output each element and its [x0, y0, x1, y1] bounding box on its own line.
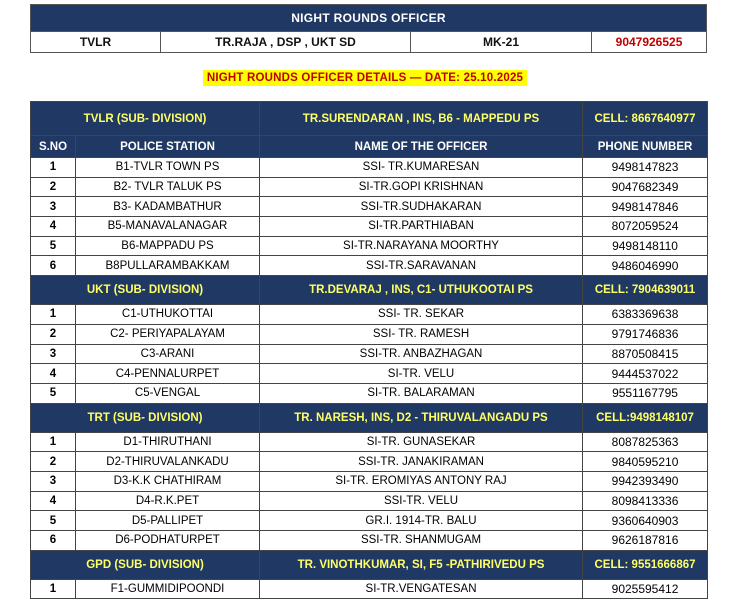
row-sno: 6 [31, 531, 76, 551]
table-row [31, 324, 708, 344]
division-officer: TR.SURENDARAN , INS, B6 - MAPPEDU PS [260, 102, 583, 136]
column-header-phone: PHONE NUMBER [583, 136, 708, 158]
row-police-station: B1-TVLR TOWN PS [76, 158, 260, 178]
division-cell: CELL: 7904639011 [583, 276, 708, 305]
row-police-station: C4-PENNALURPET [76, 364, 260, 384]
row-phone-number: 9791746836 [583, 324, 708, 344]
row-phone-number: 9498147846 [583, 197, 708, 217]
row-police-station: D5-PALLIPET [76, 511, 260, 531]
row-police-station: B2- TVLR TALUK PS [76, 177, 260, 197]
table-row [31, 471, 708, 491]
header-officer: TR.RAJA , DSP , UKT SD [161, 32, 411, 53]
header-code: MK-21 [411, 32, 592, 53]
row-phone-number: 9047682349 [583, 177, 708, 197]
row-police-station: C1-UTHUKOTTAI [76, 305, 260, 325]
table-row [31, 452, 708, 472]
row-police-station: D6-PODHATURPET [76, 531, 260, 551]
table-row [31, 256, 708, 276]
row-sno: 3 [31, 344, 76, 364]
column-header-station: POLICE STATION [76, 136, 260, 158]
row-sno: 2 [31, 452, 76, 472]
row-phone-number: 9498147823 [583, 158, 708, 178]
division-header-row [31, 102, 708, 136]
row-police-station: B5-MANAVALANAGAR [76, 217, 260, 237]
header-area: TVLR [31, 32, 161, 53]
table-row [31, 383, 708, 403]
row-officer-name: SI-TR.PARTHIABAN [260, 217, 583, 237]
row-police-station: D4-R.K.PET [76, 491, 260, 511]
table-row [31, 364, 708, 384]
row-phone-number: 8098413336 [583, 491, 708, 511]
row-phone-number: 6383369638 [583, 305, 708, 325]
division-name: UKT (SUB- DIVISION) [31, 276, 260, 305]
row-sno: 4 [31, 491, 76, 511]
row-officer-name: SI-TR.NARAYANA MOORTHY [260, 236, 583, 256]
row-officer-name: SSI-TR. ANBAZHAGAN [260, 344, 583, 364]
division-header-row [31, 403, 708, 432]
row-phone-number: 9025595412 [583, 579, 708, 599]
row-sno: 5 [31, 383, 76, 403]
table-row [31, 491, 708, 511]
column-header-name: NAME OF THE OFFICER [260, 136, 583, 158]
row-police-station: D2-THIRUVALANKADU [76, 452, 260, 472]
row-officer-name: GR.I. 1914-TR. BALU [260, 511, 583, 531]
header-table [30, 4, 707, 53]
table-row [31, 305, 708, 325]
row-sno: 1 [31, 305, 76, 325]
row-sno: 6 [31, 256, 76, 276]
row-police-station: C5-VENGAL [76, 383, 260, 403]
row-sno: 3 [31, 471, 76, 491]
row-phone-number: 9360640903 [583, 511, 708, 531]
row-sno: 2 [31, 177, 76, 197]
row-phone-number: 9498148110 [583, 236, 708, 256]
table-row [31, 511, 708, 531]
row-police-station: C2- PERIYAPALAYAM [76, 324, 260, 344]
division-cell: CELL:9498148107 [583, 403, 708, 432]
row-officer-name: SI-TR. EROMIYAS ANTONY RAJ [260, 471, 583, 491]
table-row [31, 579, 708, 599]
row-sno: 5 [31, 511, 76, 531]
row-officer-name: SI-TR.GOPI KRISHNAN [260, 177, 583, 197]
row-phone-number: 9840595210 [583, 452, 708, 472]
row-officer-name: SSI-TR. VELU [260, 491, 583, 511]
division-name: GPD (SUB- DIVISION) [31, 550, 260, 579]
table-row [31, 217, 708, 237]
column-header-sno: S.NO [31, 136, 76, 158]
row-officer-name: SSI-TR.SARAVANAN [260, 256, 583, 276]
row-officer-name: SSI-TR. JANAKIRAMAN [260, 452, 583, 472]
division-officer: TR.DEVARAJ , INS, C1- UTHUKOOTAI PS [260, 276, 583, 305]
row-sno: 4 [31, 364, 76, 384]
row-officer-name: SI-TR. BALARAMAN [260, 383, 583, 403]
row-officer-name: SSI-TR.SUDHAKARAN [260, 197, 583, 217]
page-title: NIGHT ROUNDS OFFICER [31, 5, 707, 32]
table-row [31, 432, 708, 452]
table-row [31, 236, 708, 256]
row-officer-name: SI-TR.VENGATESAN [260, 579, 583, 599]
row-phone-number: 8072059524 [583, 217, 708, 237]
row-police-station: D3-K.K CHATHIRAM [76, 471, 260, 491]
row-sno: 1 [31, 432, 76, 452]
row-phone-number: 9551167795 [583, 383, 708, 403]
row-sno: 2 [31, 324, 76, 344]
officer-table [30, 101, 708, 599]
table-row [31, 197, 708, 217]
division-cell: CELL: 9551666867 [583, 550, 708, 579]
officer-table-body [31, 102, 708, 599]
row-phone-number: 9626187816 [583, 531, 708, 551]
division-name: TVLR (SUB- DIVISION) [31, 102, 260, 136]
row-police-station: B3- KADAMBATHUR [76, 197, 260, 217]
subtitle-banner [0, 68, 730, 86]
row-phone-number: 8870508415 [583, 344, 708, 364]
division-name: TRT (SUB- DIVISION) [31, 403, 260, 432]
row-sno: 3 [31, 197, 76, 217]
row-phone-number: 9942393490 [583, 471, 708, 491]
column-header-row [31, 136, 708, 158]
row-phone-number: 8087825363 [583, 432, 708, 452]
row-officer-name: SSI- TR. SEKAR [260, 305, 583, 325]
row-phone-number: 9486046990 [583, 256, 708, 276]
table-row [31, 531, 708, 551]
division-officer: TR. NARESH, INS, D2 - THIRUVALANGADU PS [260, 403, 583, 432]
row-police-station: B8PULLARAMBAKKAM [76, 256, 260, 276]
table-row [31, 344, 708, 364]
row-sno: 1 [31, 158, 76, 178]
row-police-station: B6-MAPPADU PS [76, 236, 260, 256]
row-police-station: D1-THIRUTHANI [76, 432, 260, 452]
row-officer-name: SI-TR. GUNASEKAR [260, 432, 583, 452]
division-header-row [31, 276, 708, 305]
division-cell: CELL: 8667640977 [583, 102, 708, 136]
row-sno: 5 [31, 236, 76, 256]
row-police-station: F1-GUMMIDIPOONDI [76, 579, 260, 599]
row-officer-name: SSI-TR. SHANMUGAM [260, 531, 583, 551]
division-header-row [31, 550, 708, 579]
table-row [31, 158, 708, 178]
row-officer-name: SSI- TR.KUMARESAN [260, 158, 583, 178]
subtitle-text: NIGHT ROUNDS OFFICER DETAILS — DATE: 25.10.2025 [203, 70, 527, 86]
header-phone: 9047926525 [592, 32, 707, 53]
row-officer-name: SI-TR. VELU [260, 364, 583, 384]
row-police-station: C3-ARANI [76, 344, 260, 364]
division-officer: TR. VINOTHKUMAR, SI, F5 -PATHIRIVEDU PS [260, 550, 583, 579]
row-sno: 1 [31, 579, 76, 599]
row-phone-number: 9444537022 [583, 364, 708, 384]
row-sno: 4 [31, 217, 76, 237]
row-officer-name: SSI- TR. RAMESH [260, 324, 583, 344]
table-row [31, 177, 708, 197]
